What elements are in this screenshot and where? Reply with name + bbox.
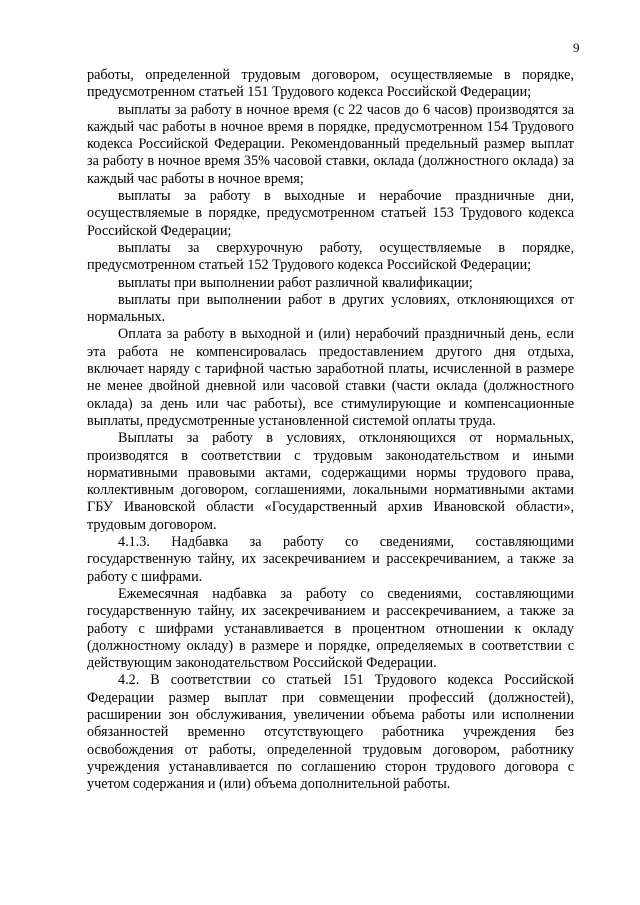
paragraph-monthly-allowance: Ежемесячная надбавка за работу со сведениями, составляющими государственную тайну, их засекречиванием и рассекречиванием, а также за работу с шифрами устанавливается в процентном отношении к окладу (должностному окладу) в размере и порядке, определяемых в соответствии с действующим законодательством Российской Федерации. [87, 585, 574, 672]
paragraph-section-4-2: 4.2. В соответствии со статьей 151 Трудового кодекса Российской Федерации размер выплат при совмещении профессий (должностей), расширении зон обслуживания, увеличении объема работы или исполнении обязанностей временно отсутствующего работника учреждения без освобождения от работы, определенной трудовым договором, работнику учреждения устанавливается по соглашению сторон трудового договора с учетом содержания и (или) объема дополнительной работы. [87, 672, 574, 793]
paragraph-holiday-work: выплаты за работу в выходные и нерабочие праздничные дни, осуществляемые в порядке, предусмотренном статьей 153 Трудового кодекса Российской Федерации; [87, 188, 574, 239]
paragraph-overtime: выплаты за сверхурочную работу, осуществляемые в порядке, предусмотренном статьей 152 Трудового кодекса Российской Федерации; [87, 239, 574, 274]
paragraph-continuation: работы, определенной трудовым договором, осуществляемые в порядке, предусмотренном статьей 151 Трудового кодекса Российской Федерации; [87, 67, 574, 101]
page-number: 9 [573, 40, 580, 55]
paragraph-abnormal-conditions: Выплаты за работу в условиях, отклоняющихся от нормальных, производятся в соответствии с трудовым законодательством и иными нормативными правовыми актами, содержащими нормы трудового права, коллективным договором, соглашениями, локальными нормативными актами ГБУ Ивановской области «Государственный архив Ивановской области», трудовым договором. [87, 430, 574, 533]
document-body [87, 67, 574, 793]
paragraph-qualification: выплаты при выполнении работ различной квалификации; [118, 274, 473, 291]
paragraph-night-work: выплаты за работу в ночное время (с 22 часов до 6 часов) производятся за каждый час работы в ночное время в порядке, предусмотренном 154 Трудового кодекса Российской Федерации. Рекомендованный предельный размер выплат за работу в ночное время 35% часовой ставки, оклада (должностного оклада) за каждый час работы в ночное время; [87, 101, 574, 187]
paragraph-section-4-1-3: 4.1.3. Надбавка за работу со сведениями, составляющими государственную тайну, их засекречиванием и рассекречиванием, а также за работу с шифрами. [87, 534, 574, 585]
paragraph-other-conditions: выплаты при выполнении работ в других условиях, отклоняющихся от нормальных. [87, 291, 574, 326]
paragraph-holiday-pay: Оплата за работу в выходной и (или) нерабочий праздничный день, если эта работа не компенсировалась предоставлением другого дня отдыха, включает наряду с тарифной частью заработной платы, исчисленной в размере не менее двойной дневной или часовой ставки (части оклада (должностного оклада) за день или час работы), все стимулирующие и компенсационные выплаты, предусмотренные установленной системой оплаты труда. [87, 326, 574, 429]
